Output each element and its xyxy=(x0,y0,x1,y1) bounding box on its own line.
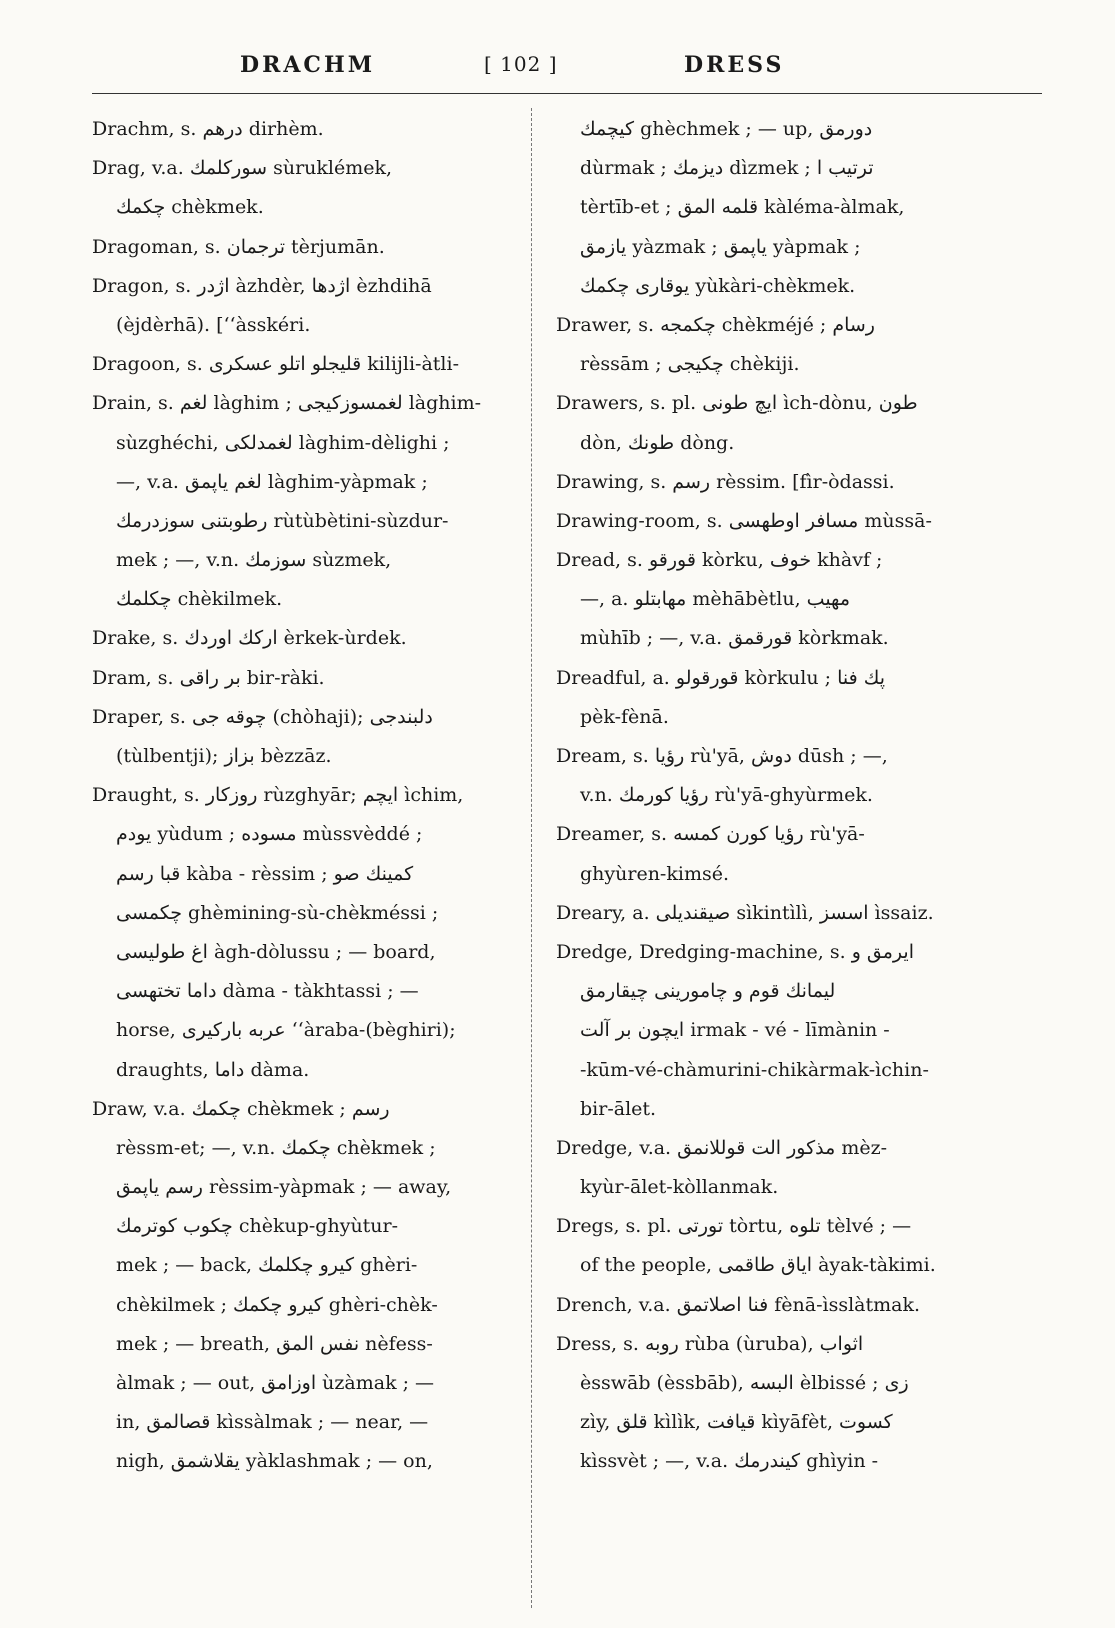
dictionary-line: rèssm-et; —, v.n. چكمك chèkmek ; xyxy=(116,1136,436,1159)
dictionary-line: mek ; — breath, نفس المق nèfess- xyxy=(116,1332,433,1355)
dictionary-line: لیمانك قوم و چامورینی چیقارمق xyxy=(580,980,836,1003)
dictionary-line: sùzghéchi, لغمدلكی làghim-dèlighi ; xyxy=(116,431,450,454)
dictionary-line: یوقاری چكمك yùkàri-chèkmek. xyxy=(580,274,856,297)
dictionary-line: zìy, قلق kìlìk, قیافت kìyāfèt, كسوت xyxy=(580,1411,893,1434)
dictionary-line: Dragoman, s. ترجمان tèrjumān. xyxy=(92,235,385,258)
dictionary-line: Dredge, Dredging-machine, s. ایرمق و xyxy=(556,940,914,963)
dictionary-line: mùhīb ; —, v.a. قورقمق kòrkmak. xyxy=(580,627,889,650)
dictionary-line: چكمسی ghèmining-sù-chèkméssi ; xyxy=(116,901,439,924)
dictionary-line: èsswāb (èssbāb), البسه èlbissé ; زی xyxy=(580,1372,909,1394)
page-number: [ 102 ] xyxy=(484,52,558,76)
dictionary-line: Dreary, a. صیقندیلی sìkintìlì, اسسز ìssaiz. xyxy=(556,901,934,924)
dictionary-line: چكمك chèkmek. xyxy=(116,196,264,219)
dictionary-line: Dream, s. رؤیا rù'yā, دوش dūsh ; —, xyxy=(556,745,888,767)
dictionary-line: chèkilmek ; كیرو چكمك ghèri-chèk- xyxy=(116,1293,438,1316)
dictionary-line: kìssvèt ; —, v.a. كیندرمك ghìyin - xyxy=(580,1450,879,1473)
dictionary-line: Draw, v.a. چكمك chèkmek ; رسم xyxy=(92,1097,390,1120)
dictionary-line: چكوب كوترمك chèkup-ghyùtur- xyxy=(116,1215,399,1238)
right-column xyxy=(556,110,971,1482)
dictionary-line: Draught, s. روزكار rùzghyār; ایچم ìchim, xyxy=(92,784,464,807)
dictionary-line: Drench, v.a. فنا اصلاتمق fènā-ìsslàtmak. xyxy=(556,1293,921,1316)
dictionary-line: Drake, s. اركك اوردك èrkek-ùrdek. xyxy=(92,627,407,650)
dictionary-line: Drawers, s. pl. ایچ طونی ìch-dònu, طون xyxy=(556,392,918,415)
dictionary-line: رسم یاپمق rèssim-yàpmak ; — away, xyxy=(116,1176,452,1199)
dictionary-line: mek ; — back, كیرو چكلمك ghèri- xyxy=(116,1254,418,1277)
dictionary-line: kyùr-ālet-kòllanmak. xyxy=(580,1176,779,1199)
dictionary-line: یازمق yàzmak ; یاپمق yàpmak ; xyxy=(580,235,861,258)
dictionary-line: àlmak ; — out, اوزامق ùzàmak ; — xyxy=(116,1372,435,1394)
dictionary-line: Dregs, s. pl. تورتی tòrtu, تلوه tèlvé ; — xyxy=(556,1215,912,1238)
header-rule xyxy=(92,93,1042,94)
dictionary-line: ایچون بر آلت irmak - vé - līmànin - xyxy=(580,1019,890,1042)
dictionary-line: یودم yùdum ; مسوده mùssvèddé ; xyxy=(116,823,423,846)
dictionary-line: pèk-fènā. xyxy=(580,705,669,728)
dictionary-line: Dragoon, s. قلیجلو اتلو عسكری kilijli-àtli- xyxy=(92,353,460,376)
dictionary-line: —, v.a. لغم یاپمق làghim-yàpmak ; xyxy=(116,470,428,493)
dictionary-line: قبا رسم kàba - rèssim ; كمینك صو xyxy=(116,862,414,885)
column-divider xyxy=(531,108,532,1608)
header-left-guide-word: DRACHM xyxy=(240,52,376,78)
dictionary-line: draughts, داما dàma. xyxy=(116,1058,310,1081)
dictionary-line: Dreamer, s. رؤیا كورن كمسه rù'yā- xyxy=(556,823,865,846)
dictionary-line: Dread, s. قورقو kòrku, خوف khàvf ; xyxy=(556,549,883,572)
dictionary-line: -kūm-vé-chàmurini-chikàrmak-ìchin- xyxy=(580,1058,929,1081)
dictionary-line: dòn, طونك dòng. xyxy=(580,431,735,454)
dictionary-line: Dram, s. بر راقی bir-ràki. xyxy=(92,666,325,689)
dictionary-line: ghyùren-kimsé. xyxy=(580,862,729,885)
dictionary-line: Drawing, s. رسم rèssim. [fìr-òdassi. xyxy=(556,470,895,493)
dictionary-line: nigh, یقلاشمق yàklashmak ; — on, xyxy=(116,1450,433,1473)
dictionary-line: Drawer, s. چكمجه chèkméjé ; رسام xyxy=(556,313,875,336)
dictionary-line: —, a. مهابتلو mèhābètlu, مهیب xyxy=(580,588,850,611)
dictionary-line: of the people, ایاق طاقمی àyak-tàkimi. xyxy=(580,1254,936,1277)
dictionary-line: كیچمك ghèchmek ; — up, دورمق xyxy=(580,118,873,140)
dictionary-line: mek ; —, v.n. سوزمك sùzmek, xyxy=(116,549,392,572)
dictionary-line: Drachm, s. درهم dirhèm. xyxy=(92,118,324,140)
dictionary-line: (èjdèrhā). [‘‘àsskéri. xyxy=(116,313,311,336)
dictionary-line: چكلمك chèkilmek. xyxy=(116,588,283,611)
left-column xyxy=(92,110,507,1482)
dictionary-line: v.n. رؤیا كورمك rù'yā-ghyùrmek. xyxy=(580,784,873,807)
dictionary-line: in, قصالمق kìssàlmak ; — near, — xyxy=(116,1411,429,1434)
page-header xyxy=(92,52,1042,86)
dictionary-line: اغ طولیسی àgh-dòlussu ; — board, xyxy=(116,940,436,963)
dictionary-line: Dragon, s. اژدر àzhdèr, اژدها èzhdihā xyxy=(92,274,432,297)
dictionary-line: Dredge, v.a. مذكور الت قوللانمق mèz- xyxy=(556,1136,888,1159)
header-right-guide-word: DRESS xyxy=(684,52,785,78)
dictionary-line: Drag, v.a. سوركلمك sùruklémek, xyxy=(92,157,393,180)
dictionary-line: horse, عربه باركیری ‘‘àraba-(bèghiri); xyxy=(116,1019,456,1042)
dictionary-line: Dress, s. روبه rùba (ùruba), اثواب xyxy=(556,1332,864,1355)
dictionary-line: tèrtīb-et ; قلمه المق kàléma-àlmak, xyxy=(580,196,905,219)
dictionary-line: rèssām ; چكیجی chèkiji. xyxy=(580,353,800,376)
dictionary-line: Dreadful, a. قورقولو kòrkulu ; پك فنا xyxy=(556,666,886,689)
dictionary-line: Draper, s. چوقه جی (chòhaji); دلبندجی xyxy=(92,705,433,728)
dictionary-line: داما تختهسی dàma - tàkhtassi ; — xyxy=(116,980,419,1003)
dictionary-line: bir-ālet. xyxy=(580,1097,657,1120)
dictionary-line: (tùlbentji); بزاز bèzzāz. xyxy=(116,745,332,767)
dictionary-line: Drawing-room, s. مسافر اوطهسی mùssā- xyxy=(556,509,932,532)
dictionary-line: dùrmak ; دیزمك dìzmek ; ترتیب ا xyxy=(580,157,874,180)
dictionary-line: Drain, s. لغم làghim ; لغمسوزكیجی làghim- xyxy=(92,392,482,415)
dictionary-line: رطوبتنی سوزدرمك rùtùbètini-sùzdur- xyxy=(116,509,449,532)
